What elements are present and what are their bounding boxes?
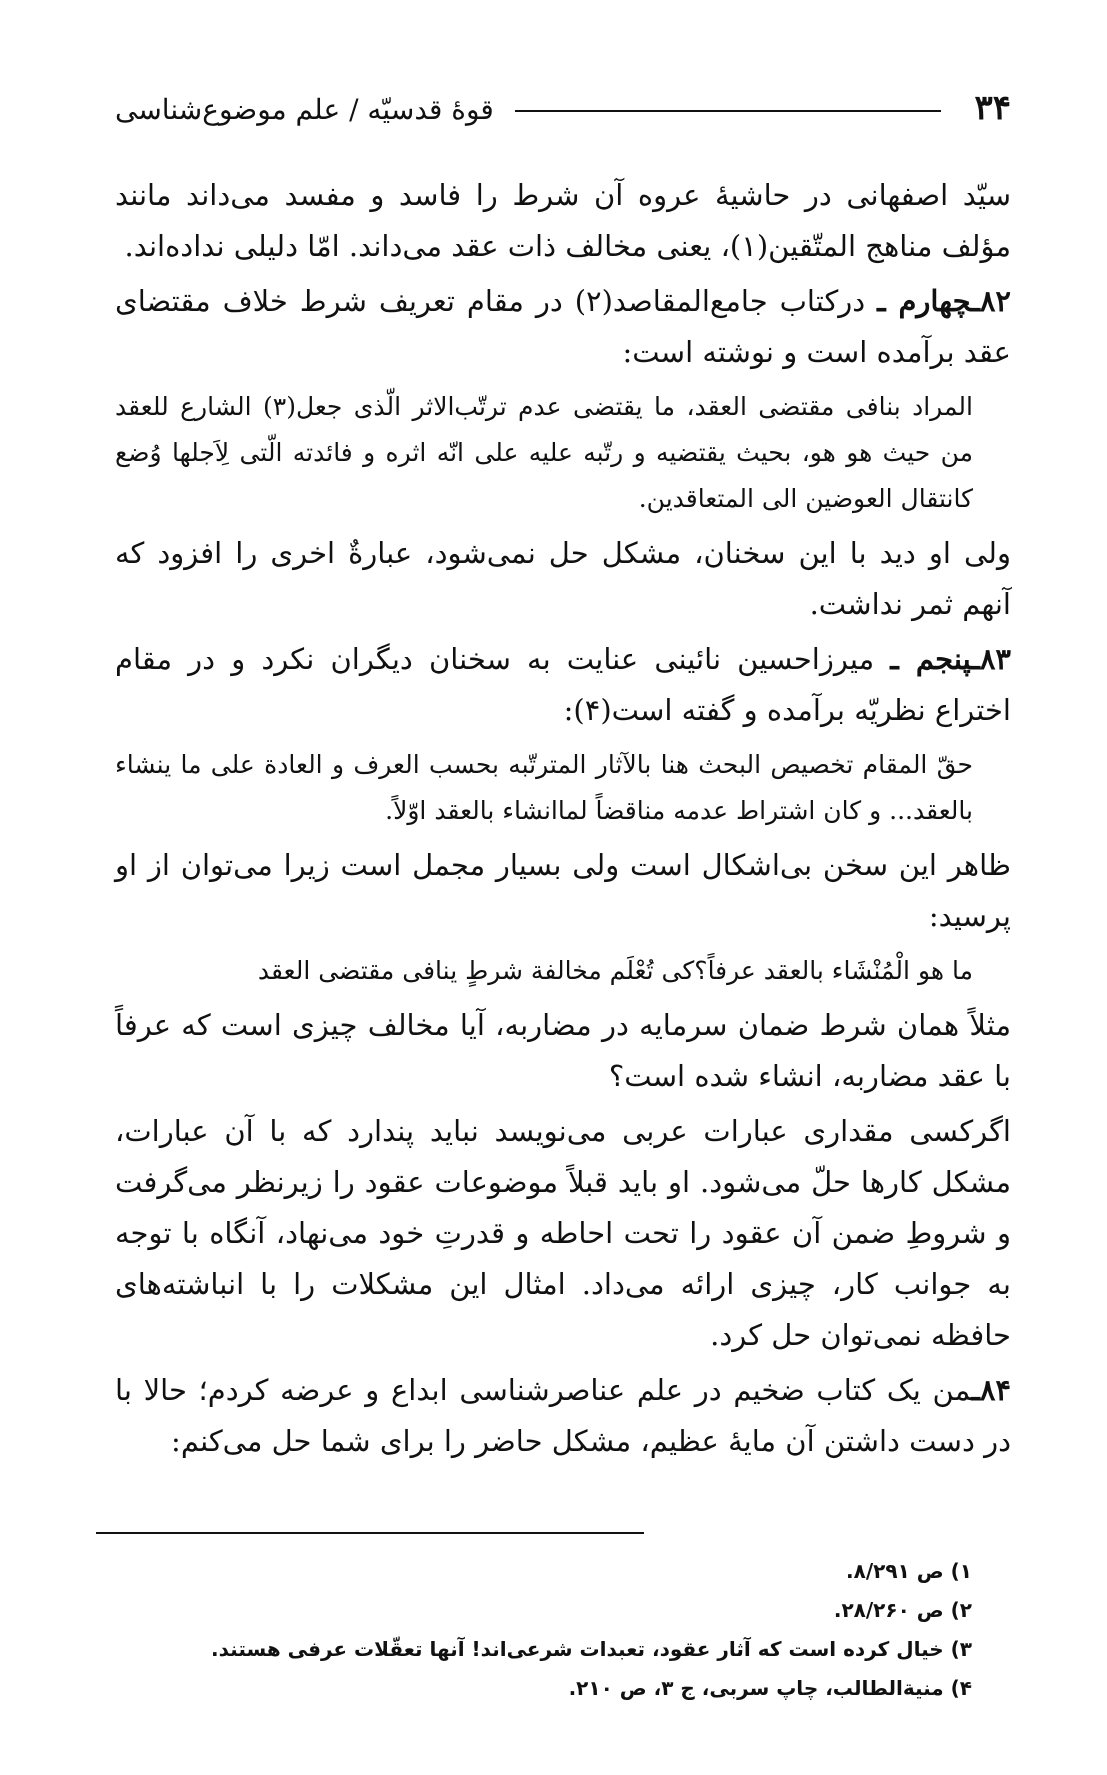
footnote-rule [96, 1532, 644, 1534]
paragraph-example: مثلاً همان شرط ضمان سرمایه در مضاربه، آیا مخالف چیزی است که عرفاً با عقد مضاربه، انشاء شده است؟ [115, 1008, 1011, 1093]
arabic-quote-1: المراد بنافی مقتضی العقد، ما یقتضی عدم ترتّب‌الاثر الّذی جعل(۳) الشارع للعقد من حیث هو هو، بحیث یقتضیه و رتّبه علیه علی انّه اثره و فائدته الّتی لِاَجلها وُضع کانتقال العوضین الی المتعاقدین. [115, 392, 973, 513]
page-number: ۳۴ [974, 88, 1011, 128]
footnote-1: ۱) ص ۸/۲۹۱. [846, 1559, 972, 1583]
paragraph-after-quote-1: ولی او دید با این سخنان، مشکل حل نمی‌شود، عبارةٌ اخری را افزود که آنهم ثمر نداشت. [115, 536, 1011, 621]
paragraph-after-quote-2: ظاهر این سخن بی‌اشکال است ولی بسیار مجمل است زیرا می‌توان از او پرسید: [115, 848, 1011, 933]
footnote-4: ۴) منیةالطالب، چاپ سربی، ج ۳، ص ۲۱۰. [568, 1676, 972, 1700]
page-body [115, 170, 1011, 1471]
arabic-quote-3: ما هو الْمُنْشَاء بالعقد عرفاً؟کی تُعْلَم مخالفة شرطٍ ینافی مقتضی العقد [257, 956, 973, 985]
paragraph-84 [115, 1365, 1011, 1467]
paragraph-82-lead: چهارم ـ [877, 284, 972, 318]
footnote-2: ۲) ص ۲۸/۲۶۰. [833, 1598, 972, 1622]
paragraph-isfahani-text: سیّد اصفهانی در حاشیهٔ عروه آن شرط را فاسد و مفسد می‌داند مانند مؤلف مناهج المتّقین(۱)، یعنی مخالف ذات عقد می‌داند. امّا دلیلی نداده‌اند. [115, 178, 1011, 263]
paragraph-83-lead: پنجم ـ [890, 642, 972, 676]
footnotes [92, 1552, 972, 1708]
paragraph-82-number: ۸۲ـ [971, 284, 1012, 318]
paragraph-isfahani [115, 170, 1011, 272]
paragraph-83-text: میرزاحسین نائینی عنایت به سخنان دیگران نکرد و در مقام اختراع نظریّه برآمده و گفته است(۴): [115, 642, 1011, 727]
running-title: قوهٔ قدسیّه / علم موضوع‌شناسی [115, 93, 494, 126]
paragraph-82-text: درکتاب جامع‌المقاصد(۲) در مقام تعریف شرط خلاف مقتضای عقد برآمده است و نوشته است: [115, 284, 1011, 369]
paragraph-83-number: ۸۳ـ [971, 642, 1011, 676]
footnote-3: ۳) خیال کرده است که آثار عقود، تعبدات شرعی‌اند! آنها تعقّلات عرفی هستند. [211, 1637, 972, 1661]
header-rule [515, 110, 941, 112]
paragraph-82 [115, 276, 1011, 378]
page-header [115, 84, 1011, 144]
paragraph-84-number: ۸۴ـ [971, 1373, 1011, 1407]
paragraph-if: اگرکسی مقداری عبارات عربی می‌نویسد نباید پندارد که با آن عبارات، مشکل کارها حلّ می‌شود. او باید قبلاً موضوعات عقود را زیرنظر می‌گرفت و شروطِ ضمن آن عقود را تحت احاطه و قدرتِ خود می‌نهاد، آنگاه با توجه به جوانب کار، چیزی ارائه می‌داد. امثال این مشکلات را با انباشته‌های حافظه نمی‌توان حل کرد. [115, 1114, 1011, 1352]
paragraph-83 [115, 634, 1011, 736]
arabic-quote-2: حقّ المقام تخصیص البحث هنا بالآثار المترتّبه بحسب العرف و العادة علی ما ینشاء بالعقد... و کان اشتراط عدمه مناقضاً لماانشاء بالعقد اوّلاً. [115, 750, 973, 825]
paragraph-84-text: من یک کتاب ضخیم در علم عناصرشناسی ابداع و عرضه کردم؛ حالا با در دست داشتن آن مایهٔ عظیم، مشکل حاضر را برای شما حل می‌کنم: [115, 1373, 1011, 1458]
